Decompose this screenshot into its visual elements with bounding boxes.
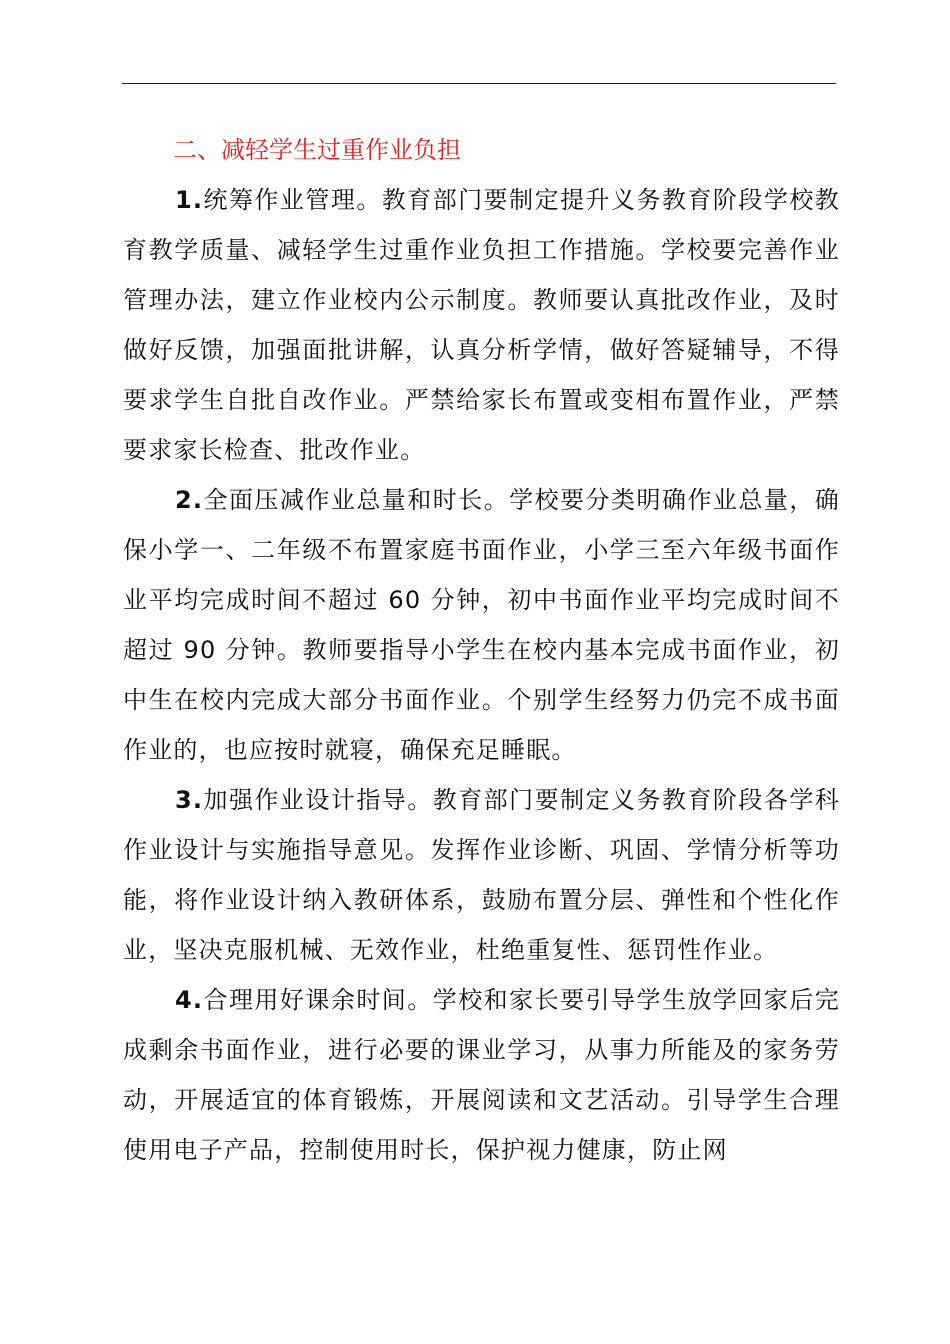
paragraph-number: 4. — [175, 986, 204, 1014]
paragraph-text: 加强作业设计指导。教育部门要制定义务教育阶段各学科作业设计与实施指导意见。发挥作业诊断、巩固、学情分析等功能，将作业设计纳入教研体系，鼓励布置分层、弹性和个性化作业，坚决克服机械、无效作业，杜绝重复性、惩罚性作业。 — [123, 786, 840, 964]
paragraph-number: 2. — [175, 486, 204, 514]
paragraph-number: 3. — [175, 786, 204, 814]
document-body — [123, 125, 840, 1175]
header-rule — [122, 83, 836, 84]
paragraph-text: 合理用好课余时间。学校和家长要引导学生放学回家后完成剩余书面作业，进行必要的课业学习，从事力所能及的家务劳动，开展适宜的体育锻炼，开展阅读和文艺活动。引导学生合理使用电子产品，控制使用时长，保护视力健康，防止网 — [123, 986, 840, 1164]
paragraph-3 — [123, 775, 840, 975]
paragraph-1 — [123, 175, 840, 475]
paragraph-2 — [123, 475, 840, 775]
paragraph-number: 1. — [175, 186, 204, 214]
paragraph-4 — [123, 975, 840, 1175]
section-heading: 二、减轻学生过重作业负担 — [173, 136, 461, 164]
paragraph-text: 统筹作业管理。教育部门要制定提升义务教育阶段学校教育教学质量、减轻学生过重作业负担工作措施。学校要完善作业管理办法，建立作业校内公示制度。教师要认真批改作业，及时做好反馈，加强面批讲解，认真分析学情，做好答疑辅导，不得要求学生自批自改作业。严禁给家长布置或变相布置作业，严禁要求家长检查、批改作业。 — [123, 186, 840, 464]
paragraph-text: 全面压减作业总量和时长。学校要分类明确作业总量，确保小学一、二年级不布置家庭书面作业，小学三至六年级书面作业平均完成时间不超过 60 分钟，初中书面作业平均完成时间不超过 90 分钟。教师要指导小学生在校内基本完成书面作业，初中生在校内完成大部分书面作业。个别学生经努力仍完不成书面作业的，也应按时就寝，确保充足睡眠。 — [123, 486, 840, 764]
